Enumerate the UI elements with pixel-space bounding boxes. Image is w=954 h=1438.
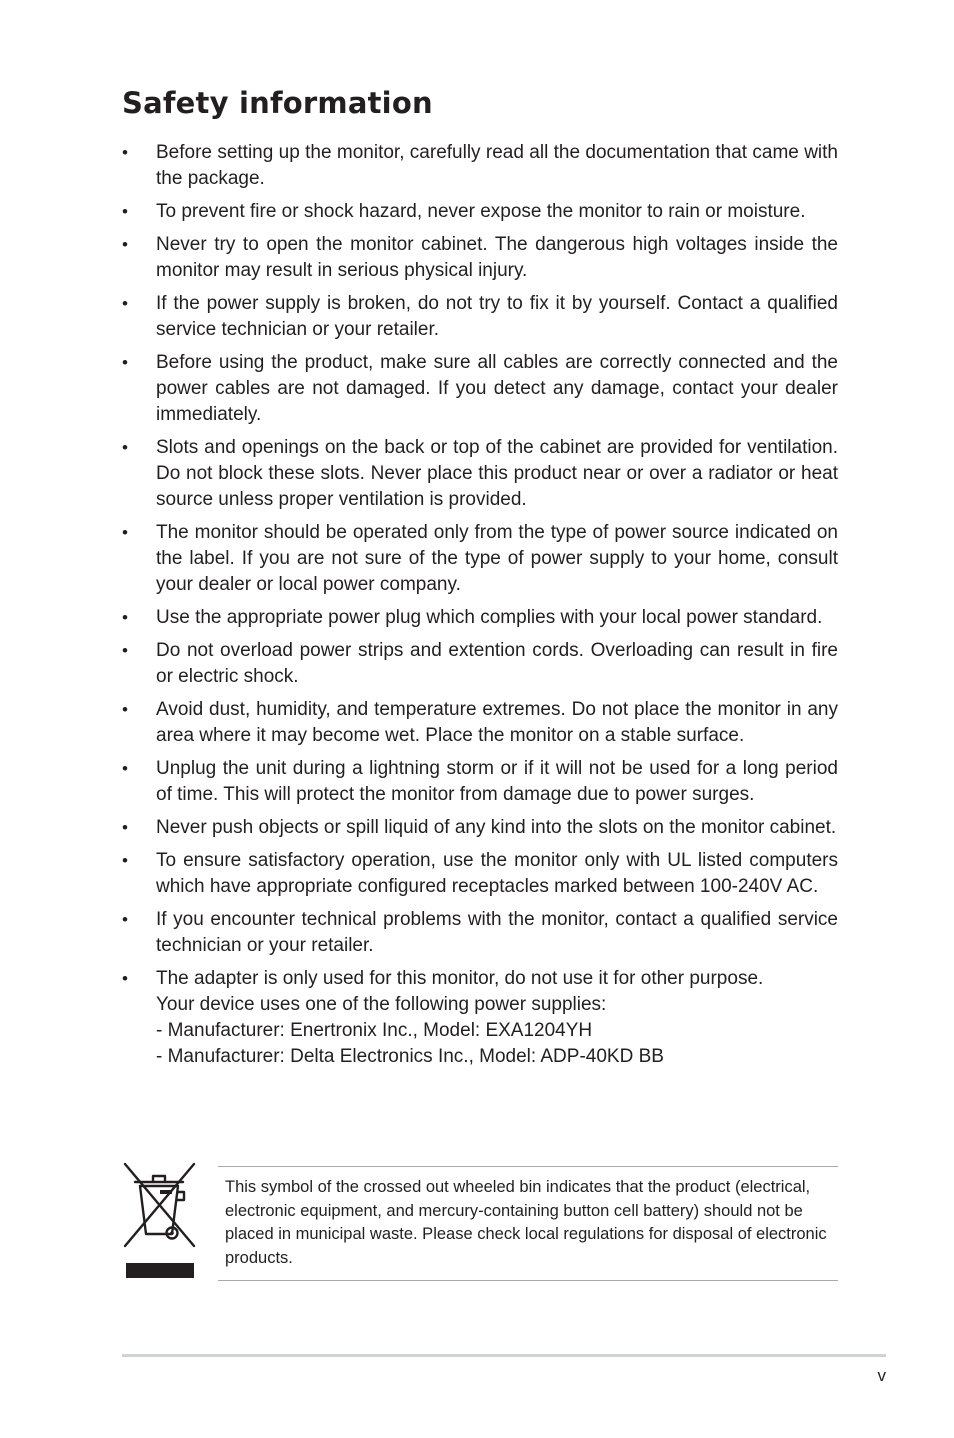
safety-item (122, 638, 838, 690)
bullet-icon: • (122, 851, 128, 870)
bullet-icon: • (122, 143, 128, 162)
safety-item-text: Slots and openings on the back or top of the cabinet are provided for ventilation. Do not block these slots. Never place this product near or over a radiator or heat source unless proper ventilation is provided. (156, 437, 838, 510)
safety-item-subtext: - Manufacturer: Delta Electronics Inc., Model: ADP-40KD BB (156, 1046, 664, 1067)
safety-item-text: Do not overload power strips and extention cords. Overloading can result in fire or electric shock. (156, 640, 838, 687)
safety-item-subtext: - Manufacturer: Enertronix Inc., Model: EXA1204YH (156, 1020, 593, 1041)
footer-divider (122, 1354, 886, 1357)
safety-item (122, 291, 838, 343)
page-number: v (877, 1366, 886, 1385)
safety-item (122, 605, 838, 631)
bullet-icon: • (122, 523, 128, 542)
safety-item-text: If you encounter technical problems with the monitor, contact a qualified service technician or your retailer. (156, 909, 838, 956)
safety-item-text: To ensure satisfactory operation, use the monitor only with UL listed computers which have appropriate configured receptacles marked between 100-240V AC. (156, 850, 838, 897)
safety-item (122, 848, 838, 900)
safety-item (122, 350, 838, 428)
bullet-icon: • (122, 608, 128, 627)
page-title: Safety information (122, 86, 433, 120)
safety-item-text: Never push objects or spill liquid of any kind into the slots on the monitor cabinet. (156, 817, 837, 838)
safety-item-text: The adapter is only used for this monitor, do not use it for other purpose. (156, 968, 764, 989)
weee-description: This symbol of the crossed out wheeled bin indicates that the product (electrical, electronic equipment, and mercury-containing button cell battery) should not be placed in municipal waste. Please check local regulations for disposal of electronic products. (218, 1166, 838, 1281)
safety-item-text: To prevent fire or shock hazard, never expose the monitor to rain or moisture. (156, 201, 806, 222)
safety-item-text: Before setting up the monitor, carefully read all the documentation that came with the package. (156, 142, 838, 189)
bullet-icon: • (122, 202, 128, 221)
bullet-icon: • (122, 759, 128, 778)
safety-item-text: Use the appropriate power plug which complies with your local power standard. (156, 607, 823, 628)
safety-item (122, 199, 838, 225)
bullet-icon: • (122, 438, 128, 457)
safety-item (122, 697, 838, 749)
safety-item (122, 907, 838, 959)
bullet-icon: • (122, 910, 128, 929)
safety-item-text: If the power supply is broken, do not try to fix it by yourself. Contact a qualified service technician or your retailer. (156, 293, 838, 340)
safety-item-text: Never try to open the monitor cabinet. The dangerous high voltages inside the monitor may result in serious physical injury. (156, 234, 838, 281)
safety-item-subtext: Your device uses one of the following power supplies: (156, 994, 607, 1015)
safety-item (122, 756, 838, 808)
bullet-icon: • (122, 818, 128, 837)
safety-item-text: Unplug the unit during a lightning storm or if it will not be used for a long period of time. This will protect the monitor from damage due to power surges. (156, 758, 838, 805)
safety-item (122, 815, 838, 841)
crossed-out-wheeled-bin-icon (122, 1160, 198, 1280)
safety-item-text: Avoid dust, humidity, and temperature extremes. Do not place the monitor in any area where it may become wet. Place the monitor on a stable surface. (156, 699, 838, 746)
bullet-icon: • (122, 235, 128, 254)
bullet-icon: • (122, 353, 128, 372)
safety-item (122, 435, 838, 513)
safety-instructions-list (122, 140, 838, 1077)
safety-item-text: Before using the product, make sure all cables are correctly connected and the power cables are not damaged. If you detect any damage, contact your dealer immediately. (156, 352, 838, 425)
weee-notice (122, 1160, 838, 1280)
bullet-icon: • (122, 294, 128, 313)
safety-item (122, 520, 838, 598)
safety-item (122, 966, 838, 1070)
bullet-icon: • (122, 641, 128, 660)
bullet-icon: • (122, 969, 128, 988)
safety-item (122, 140, 838, 192)
safety-item (122, 232, 838, 284)
bullet-icon: • (122, 700, 128, 719)
safety-item-text: The monitor should be operated only from the type of power source indicated on the label. If you are not sure of the type of power supply to your home, consult your dealer or local power company. (156, 522, 838, 595)
